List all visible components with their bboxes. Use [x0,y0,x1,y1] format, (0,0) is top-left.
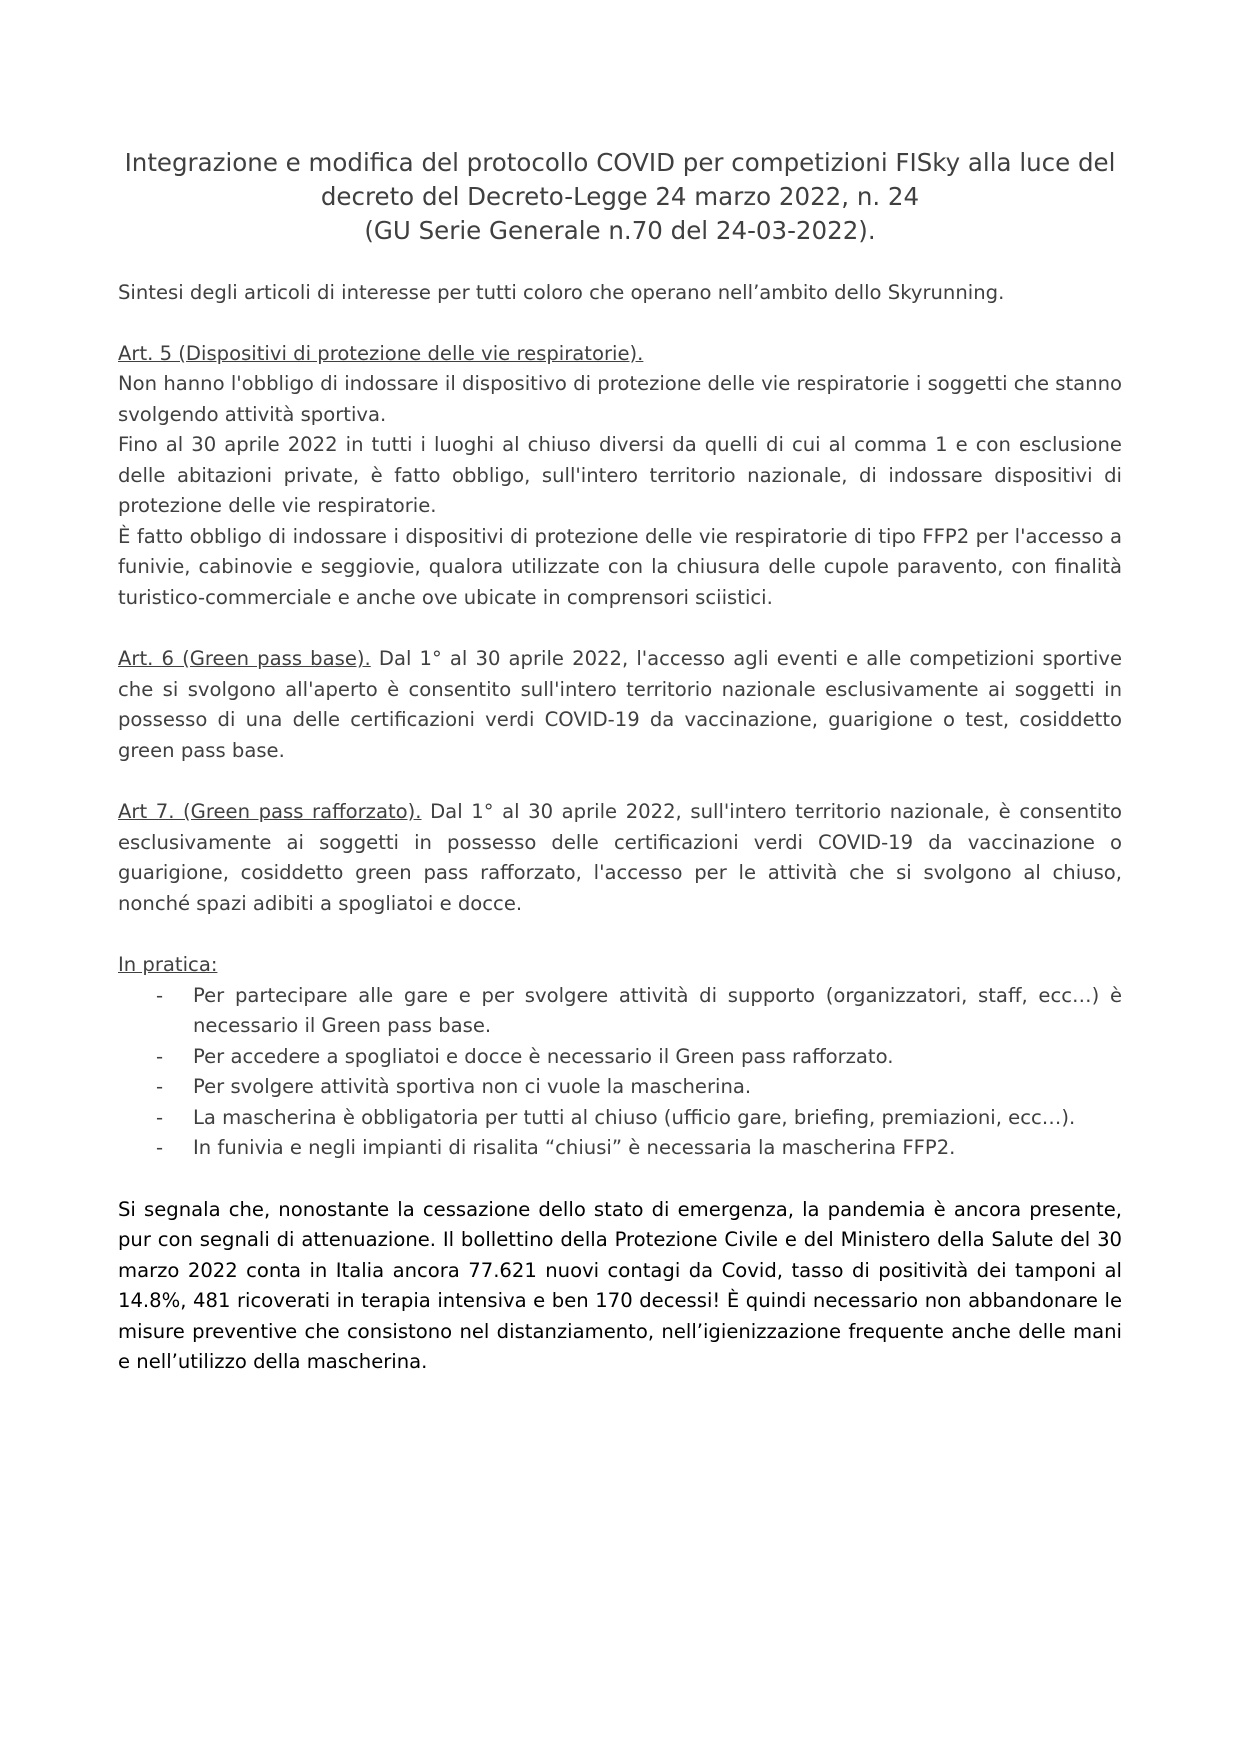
intro-paragraph: Sintesi degli articoli di interesse per tutti coloro che operano nell’ambito dello Skyrunning. [118,281,1005,304]
practice-list [118,981,1122,1164]
art5-paragraph-2: Fino al 30 aprile 2022 in tutti i luoghi al chiuso diversi da quelli di cui al comma 1 e con esclusione delle abitazioni private, è fatto obbligo, sull'intero territorio nazionale, di indossare dispositivi di protezione delle vie respiratorie. [118,433,1122,517]
closing-paragraph: Si segnala che, nonostante la cessazione dello stato di emergenza, la pandemia è ancora presente, pur con segnali di attenuazione. Il bollettino della Protezione Civile e del Ministero della Salute del 30 marzo 2022 conta in Italia ancora 77.621 nuovi contagi da Covid, tasso di positività dei tamponi al 14.8%, 481 ricoverati in terapia intensiva e ben 170 decessi! È quindi necessario non abbandonare le misure preventive che consistono nel distanziamento, nell’igienizzazione frequente anche delle mani e nell’utilizzo della mascherina. [118,1197,1122,1373]
practice-section [118,950,1122,1164]
bullet-dash: - [156,1044,164,1068]
art7-section [118,797,1122,919]
list-item-text: Per svolgere attività sportiva non ci vuole la mascherina. [193,1075,752,1098]
title-line-3: (GU Serie Generale n.70 del 24-03-2022). [364,216,876,245]
bullet-dash: - [156,1136,164,1159]
list-item [118,981,1122,1042]
art5-paragraph-3: È fatto obbligo di indossare i dispositivi di protezione delle vie respiratorie di tipo FFP2 per l'accesso a funivie, cabinovie e seggiovie, qualora utilizzate con la chiusura delle cupole paravento, con finalità turistico-commerciale e anche ove ubicate in comprensori sciistici. [118,524,1122,609]
list-item-text: Per accedere a spogliatoi e docce è necessario il Green pass rafforzato. [193,1044,894,1068]
art5-paragraph-1: Non hanno l'obbligo di indossare il dispositivo di protezione delle vie respiratorie i soggetti che stanno svolgendo attività sportiva. [118,372,1122,426]
document-title [118,146,1122,248]
art6-section [118,644,1122,766]
bullet-dash: - [156,1075,164,1098]
art5-section [118,339,1122,614]
bullet-dash: - [156,1105,164,1129]
list-item-text: Per partecipare alle gare e per svolgere attività di supporto (organizzatori, staff, ecc…) è necessario il Green pass base. [193,983,1122,1037]
list-item [118,1042,1122,1073]
list-item-text: In funivia e negli impianti di risalita “chiusi” è necessaria la mascherina FFP2. [193,1136,956,1159]
bullet-dash: - [156,983,164,1007]
art7-heading: Art 7. (Green pass rafforzato). [118,800,422,823]
document-page [118,146,1122,1378]
list-item-text: La mascherina è obbligatoria per tutti al chiuso (ufficio gare, briefing, premiazioni, ecc…). [193,1105,1076,1129]
practice-heading: In pratica: [118,953,218,976]
art5-heading: Art. 5 (Dispositivi di protezione delle vie respiratorie). [118,341,644,365]
art6-body: Dal 1° al 30 aprile 2022, l'accesso agli eventi e alle competizioni sportive che si svolgono all'aperto è consentito sull'intero territorio nazionale esclusivamente ai soggetti in possesso di una delle certificazioni verdi COVID-19 da vaccinazione, guarigione o test, cosiddetto green pass base. [118,647,1122,762]
closing-section [118,1195,1122,1378]
list-item [118,1103,1122,1134]
list-item [118,1133,1122,1164]
title-line-2: decreto del Decreto-Legge 24 marzo 2022, n. 24 [320,182,920,211]
art7-paragraph [118,797,1122,919]
list-item [118,1072,1122,1103]
title-line-1: Integrazione e modifica del protocollo COVID per competizioni FISky alla luce del [124,148,1116,177]
art7-body: Dal 1° al 30 aprile 2022, sull'intero territorio nazionale, è consentito esclusivamente ai soggetti in possesso delle certificazioni verdi COVID-19 da vaccinazione o guarigione, cosiddetto green pass rafforzato, l'accesso per le attività che si svolgono al chiuso, nonché spazi adibiti a spogliatoi e docce. [118,800,1122,915]
art6-heading: Art. 6 (Green pass base). [118,647,371,670]
art6-paragraph [118,644,1122,766]
